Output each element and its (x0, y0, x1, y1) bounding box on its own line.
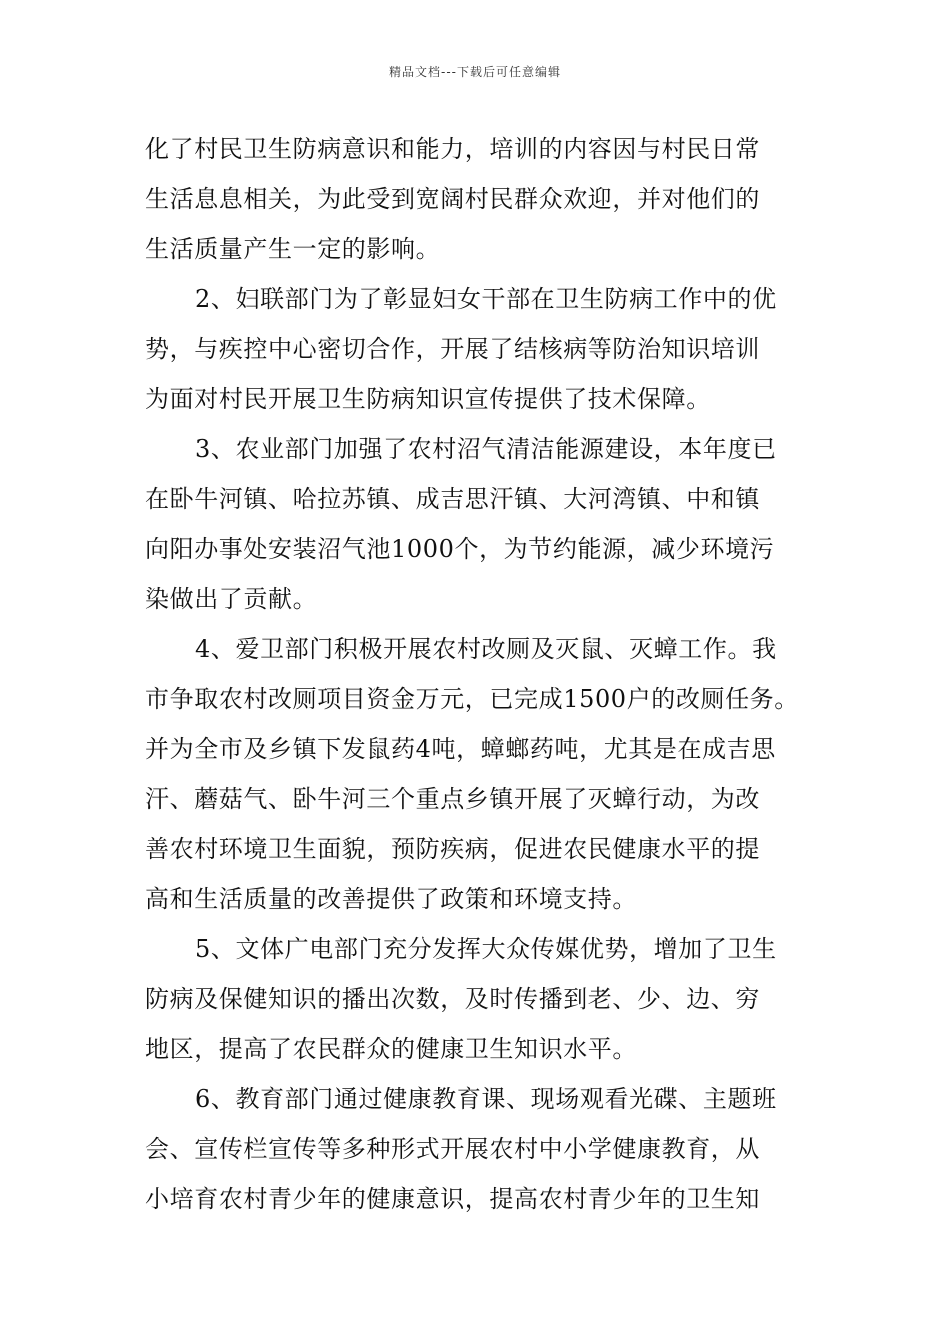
paragraph-start-line: 3、农业部门加强了农村沼气清洁能源建设，本年度已 (195, 435, 777, 463)
document-body (145, 124, 813, 1224)
paragraph-start-line: 5、文体广电部门充分发挥大众传媒优势，增加了卫生 (195, 935, 777, 963)
paragraph-start-line: 2、妇联部门为了彰显妇女干部在卫生防病工作中的优 (195, 285, 777, 313)
paragraph-start-line: 4、爱卫部门积极开展农村改厕及灭鼠、灭蟑工作。我 (195, 635, 777, 663)
text-line: 市争取农村改厕项目资金万元，已完成1500户的改厕任务。 (145, 685, 799, 713)
text-line: 生活质量产生一定的影响。 (145, 235, 441, 263)
text-line: 势，与疾控中心密切合作，开展了结核病等防治知识培训 (145, 335, 760, 363)
text-line: 汗、蘑菇气、卧牛河三个重点乡镇开展了灭蟑行动，为改 (145, 785, 760, 813)
paragraph-start-line: 6、教育部门通过健康教育课、现场观看光碟、主题班 (195, 1085, 777, 1113)
text-line: 会、宣传栏宣传等多种形式开展农村中小学健康教育，从 (145, 1135, 760, 1163)
text-line: 并为全市及乡镇下发鼠药4吨，蟑螂药吨，尤其是在成吉思 (145, 735, 776, 763)
text-line: 染做出了贡献。 (145, 585, 318, 613)
text-line: 在卧牛河镇、哈拉苏镇、成吉思汗镇、大河湾镇、中和镇 (145, 485, 760, 513)
text-line: 小培育农村青少年的健康意识，提高农村青少年的卫生知 (145, 1185, 760, 1213)
text-line: 化了村民卫生防病意识和能力，培训的内容因与村民日常 (145, 135, 760, 163)
text-line: 向阳办事处安装沼气池1000个，为节约能源，减少环境污 (145, 535, 775, 563)
text-line: 生活息息相关，为此受到宽阔村民群众欢迎，并对他们的 (145, 185, 760, 213)
text-line: 高和生活质量的改善提供了政策和环境支持。 (145, 885, 637, 913)
text-line: 地区，提高了农民群众的健康卫生知识水平。 (145, 1035, 637, 1063)
text-line: 为面对村民开展卫生防病知识宣传提供了技术保障。 (145, 385, 711, 413)
page-header: 精品文档---下载后可任意编辑 (389, 65, 561, 79)
text-line: 善农村环境卫生面貌，预防疾病，促进农民健康水平的提 (145, 835, 760, 863)
text-line: 防病及保健知识的播出次数，及时传播到老、少、边、穷 (145, 985, 760, 1013)
